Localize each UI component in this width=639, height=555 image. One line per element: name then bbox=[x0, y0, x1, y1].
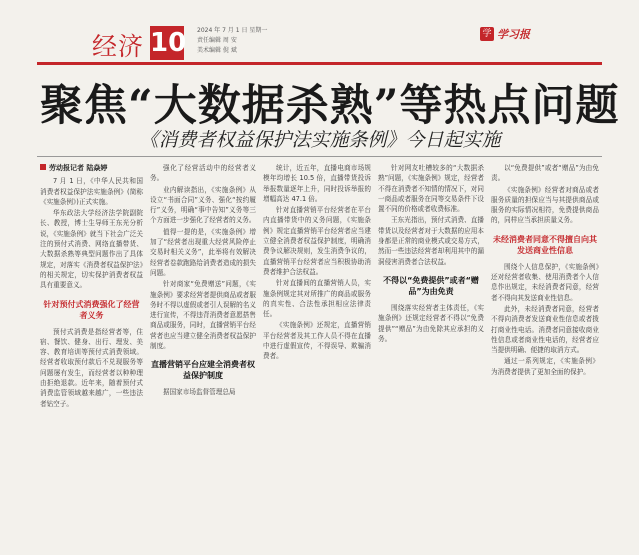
editor-line: 责任编辑 周 安 bbox=[197, 37, 237, 44]
paragraph: 针对网友吐槽较多的“大数据杀熟”问题，《实施条例》规定，经营者不得在消费者不知情的情况下，对同一商品或者服务在同等交易条件下设置不同的价格或者收费标准。 bbox=[378, 164, 484, 214]
designer-line: 美术编辑 倪 斌 bbox=[197, 47, 237, 54]
byline-text: 劳动报记者 陆焱婷 bbox=[49, 164, 108, 172]
paper-logo bbox=[480, 26, 540, 42]
section-subtitle: 直播营销平台应建全消费者权益保护制度 bbox=[151, 360, 255, 381]
masthead-meta bbox=[197, 26, 267, 56]
paragraph: 值得一提的是，《实施条例》增加了“经营者出现重大经营风险停止交易时相关义务”，此举将有效解决经营者卷款跑路给消费者造成的损失问题。 bbox=[150, 227, 256, 277]
header-divider bbox=[37, 62, 602, 65]
headline: 聚焦“大数据杀熟”等热点问题 bbox=[40, 81, 620, 131]
page-number-badge: 10 bbox=[150, 28, 187, 58]
article-column-1 bbox=[40, 163, 143, 553]
section-subtitle: 针对预付式消费强化了经营者义务 bbox=[43, 299, 140, 320]
paragraph: 强化了经营活动中的经营者义务。 bbox=[150, 164, 256, 183]
paragraph: 此外，未经消费者同意，经营者不得向消费者发送商业性信息或者拨打商业性电话。消费者同意接收商业性信息或者商业性电话的，经营者应当提供明确、便捷的取消方式。 bbox=[491, 304, 599, 355]
headline-divider bbox=[37, 156, 602, 157]
date-line: 2024 年 7 月 1 日 星期一 bbox=[197, 27, 268, 34]
paragraph: 《实施条例》经营者对商品或者服务质量的担保应当与其提供商品或服务的实际情况相符，免费提供商品的，同样应当承担质量义务。 bbox=[491, 185, 599, 225]
paragraph: 预付式消费是指经营者等，住宿、餐饮、健身、出行、理发、美容、教育培训等预付式消费领域。经营者收取预付款后不兑现服务等问题屡有发生，而经营者以种种理由拒绝退款。近年来，随着预付式消费监管领域越来越广，一些违法者钻空子。 bbox=[40, 327, 143, 408]
article-column-2 bbox=[150, 163, 256, 553]
paper-name: 学习报 bbox=[497, 28, 530, 41]
paragraph: 针对商家“免费赠送”问题，《实施条例》要求经营者提供商品或者服务时不得以虚假或者引人误解的名义进行宣传，不得违背消费者意愿搭售商品或服务，同时，直播营销平台经营者也应当建立健全消费者权益保护制度。 bbox=[150, 280, 256, 351]
paragraph: 华东政法大学经济法学院副院长、教授，博士生导师王东光分析说，《实施条例》就当下社会广泛关注的预付式消费、网络直播带货、大数据杀熟等典型问题作出了具体规定，对落实《消费者权益保护法》的相关规定，切实保护消费者权益具有重要意义。 bbox=[40, 209, 143, 290]
section-subtitle: 不得以“免费提供”或者“赠品”为由免责 bbox=[383, 275, 479, 296]
paragraph: 通过一系列规定，《实施条例》为消费者提供了更加全面的保护。 bbox=[491, 357, 599, 376]
article-column-5 bbox=[491, 163, 599, 553]
article-column-4 bbox=[378, 163, 484, 553]
paragraph: 《实施条例》还规定，直播营销平台经营者及其工作人员不得在直播中进行虚假宣传，不得误导、欺骗消费者。 bbox=[263, 321, 371, 361]
article-column-3 bbox=[263, 163, 371, 553]
paragraph: 7 月 1 日，《中华人民共和国消费者权益保护法实施条例》(简称《实施条例》)正式实施。 bbox=[40, 177, 143, 206]
byline-marker-icon bbox=[40, 164, 46, 170]
paragraph: 统计，近五年，直播电商市场规模年均增长 10.5 倍，直播带货投诉举报数量逐年上升，同时投诉举报的增幅高达 47.1 倍。 bbox=[263, 164, 371, 203]
paragraph: 王东光指出，预付式消费、直播带货以及经营者对于大数据的应用本身都是正常的商业模式或交易方式，然而一些违法经营者却利用其中的漏洞侵害消费者合法权益。 bbox=[378, 216, 484, 266]
subheadline: 《消费者权益保护法实施条例》今日起实施 bbox=[139, 129, 501, 151]
byline bbox=[40, 163, 143, 173]
logo-mark-icon: 学 bbox=[480, 27, 494, 41]
paragraph: 围绕落实经营者主体责任，《实施条例》还规定经营者不得以“免费提供”“赠品”为由免除其应承担的义务。 bbox=[378, 303, 484, 343]
paragraph: 针对直播间的直播营销人员，实施条例规定其对所推广的商品或服务的真实性、合法性承担相应法律责任。 bbox=[263, 279, 371, 319]
section-label: 经济 bbox=[92, 32, 145, 61]
paragraph: 针对直播营销平台经营者在平台内直播带货中的义务问题，《实施条例》规定直播营销平台经营者应当建立健全消费者权益保护制度，明确消费争议解决规则，发生消费争议的，直播营销平台经营者应当积极协助消费者维护合法权益。 bbox=[263, 206, 371, 276]
paragraph: 围绕个人信息保护，《实施条例》还对经营者收集、使用消费者个人信息作出规定，未经消费者同意，经营者不得向其发送商业性信息。 bbox=[491, 262, 599, 302]
section-subtitle: 未经消费者同意不得擅自向其发送商业性信息 bbox=[493, 234, 597, 255]
paragraph: 以“免费提供”或者“赠品”为由免责。 bbox=[491, 164, 599, 183]
paragraph: 据国家市场监督管理总局 bbox=[163, 388, 236, 397]
paragraph: 业内解读指出，《实施条例》从设立“书面合同”义务、强化“按约履行”义务，明确“事中告知”义务等三个方面进一步强化了经营者的义务。 bbox=[150, 185, 256, 225]
